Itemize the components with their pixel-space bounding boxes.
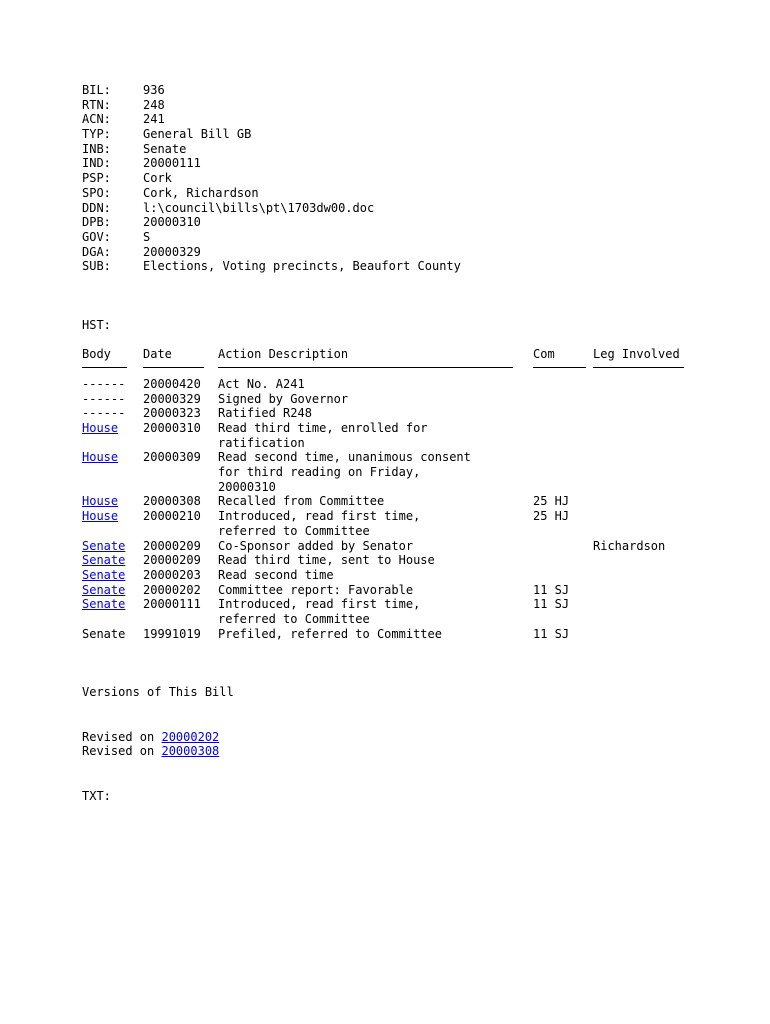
meta-row bbox=[82, 186, 742, 201]
history-body-cell bbox=[82, 553, 143, 568]
history-table bbox=[82, 377, 742, 642]
underline-action bbox=[218, 367, 513, 368]
history-com bbox=[533, 553, 593, 568]
history-date: 20000420 bbox=[143, 376, 201, 391]
meta-value: 20000111 bbox=[143, 156, 201, 171]
version-link[interactable]: 20000202 bbox=[161, 729, 220, 744]
meta-value: Cork, Richardson bbox=[143, 185, 259, 200]
history-date: 20000202 bbox=[143, 582, 201, 597]
meta-row bbox=[82, 245, 742, 260]
history-com bbox=[533, 377, 593, 392]
meta-row bbox=[82, 171, 742, 186]
history-body-cell bbox=[82, 509, 143, 538]
versions-title: Versions of This Bill bbox=[82, 685, 234, 700]
meta-row bbox=[82, 259, 742, 274]
history-row bbox=[82, 583, 742, 598]
meta-value: Elections, Voting precincts, Beaufort County bbox=[143, 259, 461, 274]
history-label: HST: bbox=[82, 317, 111, 332]
history-body-link[interactable]: House bbox=[82, 450, 119, 465]
history-action: Read second time bbox=[218, 567, 334, 582]
history-action: Prefiled, referred to Committee bbox=[218, 626, 442, 641]
history-row bbox=[82, 553, 742, 568]
meta-key: SPO: bbox=[82, 185, 111, 200]
meta-value: 241 bbox=[143, 112, 165, 127]
history-date: 20000210 bbox=[143, 509, 201, 524]
history-com: 11 SJ bbox=[533, 626, 570, 641]
meta-key: TYP: bbox=[82, 127, 111, 142]
meta-key: BIL: bbox=[82, 83, 111, 97]
history-action: Ratified R248 bbox=[218, 406, 312, 421]
meta-key: PSP: bbox=[82, 171, 111, 186]
header-body: Body bbox=[82, 347, 111, 362]
history-body-cell: Senate bbox=[82, 626, 126, 641]
history-body-cell bbox=[82, 421, 143, 450]
history-body-cell bbox=[82, 597, 143, 626]
meta-row bbox=[82, 127, 742, 142]
meta-value: Cork bbox=[143, 171, 172, 186]
history-body-link[interactable]: Senate bbox=[82, 567, 126, 582]
header-com: Com bbox=[533, 347, 555, 362]
history-action: Read third time, enrolled for ratification bbox=[218, 420, 428, 450]
meta-row bbox=[82, 98, 742, 113]
txt-label: TXT: bbox=[82, 788, 111, 803]
meta-value: l:\council\bills\pt\1703dw00.doc bbox=[143, 200, 375, 215]
history-com: 11 SJ bbox=[533, 582, 570, 597]
history-action: Introduced, read first time, referred to Committee bbox=[218, 509, 421, 538]
history-com bbox=[533, 568, 593, 583]
history-date: 20000203 bbox=[143, 567, 201, 582]
meta-row bbox=[82, 230, 742, 245]
meta-value: S bbox=[143, 229, 151, 244]
history-row bbox=[82, 421, 742, 450]
meta-key: DPB: bbox=[82, 215, 111, 230]
history-com: 25 HJ bbox=[533, 494, 570, 509]
meta-row bbox=[82, 215, 742, 230]
meta-value: Senate bbox=[143, 141, 187, 156]
version-prefix: Revised on bbox=[82, 744, 162, 759]
history-body-link[interactable]: Senate bbox=[82, 597, 126, 612]
history-action: Read third time, sent to House bbox=[218, 553, 435, 568]
history-body-link[interactable]: House bbox=[82, 420, 119, 435]
history-com bbox=[533, 392, 593, 407]
meta-row bbox=[82, 201, 742, 216]
meta-row bbox=[82, 112, 742, 127]
history-row bbox=[82, 568, 742, 583]
history-com bbox=[533, 421, 593, 450]
history-date: 20000329 bbox=[143, 391, 201, 406]
version-prefix: Revised on bbox=[82, 729, 162, 744]
history-body-cell: ------ bbox=[82, 391, 126, 406]
history-com bbox=[533, 539, 593, 554]
header-underlines bbox=[82, 362, 742, 377]
history-action: Read second time, unanimous consent for third reading on Friday, 20000310 bbox=[218, 450, 471, 494]
header-action: Action Description bbox=[218, 347, 349, 362]
meta-key: IND: bbox=[82, 156, 111, 171]
history-body-cell bbox=[82, 568, 143, 583]
history-row bbox=[82, 509, 742, 538]
underline-date bbox=[143, 367, 204, 368]
history-action: Signed by Governor bbox=[218, 391, 349, 406]
underline-body bbox=[82, 367, 127, 368]
history-com bbox=[533, 406, 593, 421]
history-body-cell bbox=[82, 494, 143, 509]
history-com: 25 HJ bbox=[533, 509, 570, 524]
history-body-link[interactable]: Senate bbox=[82, 538, 126, 553]
history-row bbox=[82, 392, 742, 407]
version-row bbox=[82, 744, 742, 759]
meta-row bbox=[82, 142, 742, 157]
history-row bbox=[82, 597, 742, 626]
meta-key: GOV: bbox=[82, 229, 111, 244]
history-action: Recalled from Committee bbox=[218, 494, 385, 509]
history-row bbox=[82, 377, 742, 392]
meta-row bbox=[82, 83, 742, 98]
history-leg: Richardson bbox=[593, 538, 666, 553]
meta-key: INB: bbox=[82, 141, 111, 156]
history-action: Introduced, read first time, referred to Committee bbox=[218, 597, 421, 627]
bill-metadata bbox=[82, 83, 742, 274]
history-date: 20000323 bbox=[143, 406, 201, 421]
history-date: 20000310 bbox=[143, 420, 201, 435]
meta-key: DGA: bbox=[82, 244, 111, 259]
history-action: Co-Sponsor added by Senator bbox=[218, 538, 414, 553]
meta-value: 936 bbox=[143, 83, 165, 97]
history-body-cell bbox=[82, 539, 143, 554]
history-body-link[interactable]: House bbox=[82, 494, 119, 509]
meta-value: 248 bbox=[143, 97, 165, 112]
history-row bbox=[82, 450, 742, 494]
history-date: 19991019 bbox=[143, 626, 201, 641]
history-body-link[interactable]: Senate bbox=[82, 582, 126, 597]
underline-com bbox=[533, 367, 586, 368]
meta-key: ACN: bbox=[82, 112, 111, 127]
history-date: 20000111 bbox=[143, 597, 201, 612]
meta-key: DDN: bbox=[82, 200, 111, 215]
history-row bbox=[82, 627, 742, 642]
bill-document bbox=[82, 83, 742, 803]
meta-value: 20000329 bbox=[143, 244, 201, 259]
meta-value: General Bill GB bbox=[143, 127, 252, 142]
history-date: 20000308 bbox=[143, 494, 201, 509]
history-row bbox=[82, 494, 742, 509]
header-date: Date bbox=[143, 347, 172, 362]
meta-key: RTN: bbox=[82, 97, 111, 112]
meta-key: SUB: bbox=[82, 259, 111, 274]
history-date: 20000209 bbox=[143, 553, 201, 568]
history-com: 11 SJ bbox=[533, 597, 570, 612]
history-action: Committee report: Favorable bbox=[218, 582, 414, 597]
history-body-link[interactable]: House bbox=[82, 509, 119, 524]
versions-list bbox=[82, 730, 742, 759]
history-body-cell bbox=[82, 583, 143, 598]
history-row bbox=[82, 539, 742, 554]
history-action: Act No. A241 bbox=[218, 376, 305, 391]
history-body-cell: ------ bbox=[82, 376, 126, 391]
history-header bbox=[82, 347, 742, 362]
history-row bbox=[82, 406, 742, 421]
history-com bbox=[533, 450, 593, 494]
history-date: 20000309 bbox=[143, 450, 201, 465]
version-link[interactable]: 20000308 bbox=[161, 744, 220, 759]
history-body-cell: ------ bbox=[82, 406, 126, 421]
header-leg: Leg Involved bbox=[593, 347, 680, 362]
version-row bbox=[82, 730, 742, 745]
history-date: 20000209 bbox=[143, 538, 201, 553]
history-body-link[interactable]: Senate bbox=[82, 553, 126, 568]
history-body-cell bbox=[82, 450, 143, 494]
underline-leg bbox=[593, 367, 684, 368]
meta-row bbox=[82, 156, 742, 171]
meta-value: 20000310 bbox=[143, 215, 201, 230]
